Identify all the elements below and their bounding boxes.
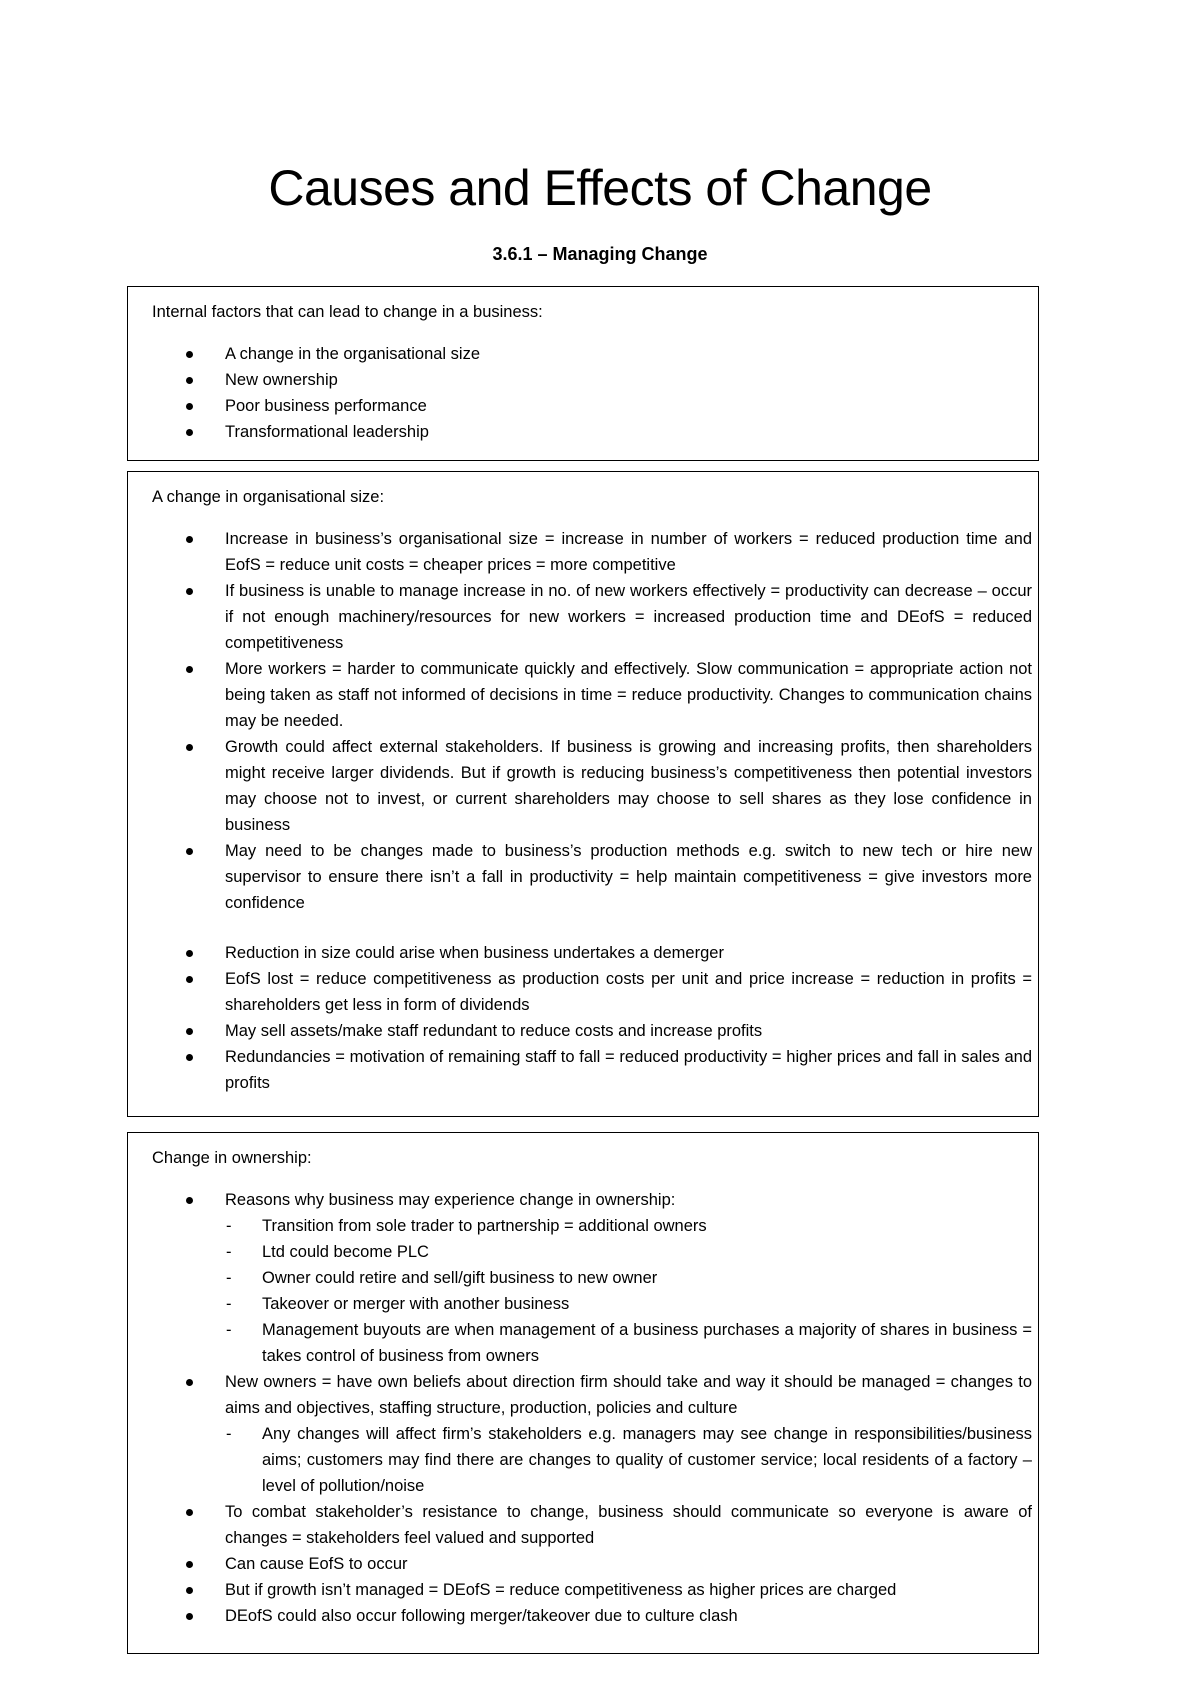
ownership-heading: Change in ownership: (152, 1149, 312, 1167)
bullet-icon (186, 666, 193, 673)
internal-factors-list (152, 341, 1032, 445)
bullet-icon (186, 377, 193, 384)
list-item: Poor business performance (152, 393, 1032, 419)
dash-icon: - (226, 1243, 232, 1261)
bullet-icon (186, 976, 193, 983)
bullet-icon (186, 351, 193, 358)
bullet-icon (186, 1509, 193, 1516)
list-item: New owners = have own beliefs about direction firm should take and way it should be managed = changes to aims and objectives, staffing structure, production, policies and culture - Any changes will affect firm’s stakeholders e.g. managers may see change in responsibilities/business aims; customers may find there are changes to quality of customer service; local residents of a factory – level of pollution/noise (152, 1369, 1032, 1499)
list-item: EofS lost = reduce competitiveness as production costs per unit and price increase = reduction in profits = shareholders get less in form of dividends (152, 966, 1032, 1018)
bullet-icon (186, 744, 193, 751)
org-size-box (127, 471, 1039, 1117)
page-subtitle: 3.6.1 – Managing Change (492, 244, 708, 264)
list-item: To combat stakeholder’s resistance to change, business should communicate so everyone is aware of changes = stakeholders feel valued and supported (152, 1499, 1032, 1551)
dash-icon: - (226, 1269, 232, 1287)
list-item: May sell assets/make staff redundant to reduce costs and increase profits (152, 1018, 1032, 1044)
bullet-icon (186, 1379, 193, 1386)
sub-list (225, 1421, 1032, 1499)
sub-list-item: - Transition from sole trader to partnership = additional owners (225, 1213, 1032, 1239)
bullet-icon (186, 1197, 193, 1204)
list-item: If business is unable to manage increase in no. of new workers effectively = productivity can decrease – occur if not enough machinery/resources for new workers = increased production time and DEofS = reduced competitiveness (152, 578, 1032, 656)
bullet-icon (186, 588, 193, 595)
list-item: More workers = harder to communicate quickly and effectively. Slow communication = appropriate action not being taken as staff not informed of decisions in time = reduce productivity. Changes to communication chains may be needed. (152, 656, 1032, 734)
dash-icon: - (226, 1217, 232, 1235)
list-item: Can cause EofS to occur (152, 1551, 1032, 1577)
bullet-icon (186, 1613, 193, 1620)
list-item: Reasons why business may experience change in ownership: - Transition from sole trader to partnership = additional owners - Ltd could become PLC - Owner could retire and sell/gift business to new owner - Takeover or merger with another business - Management buyouts are when management of a business purchases a majority of shares in business = takes control of business from owners (152, 1187, 1032, 1369)
dash-icon: - (226, 1425, 232, 1443)
bullet-icon (186, 848, 193, 855)
bullet-icon (186, 950, 193, 957)
sub-list-item: - Ltd could become PLC (225, 1239, 1032, 1265)
internal-factors-heading: Internal factors that can lead to change in a business: (152, 303, 543, 321)
sub-list-item: - Takeover or merger with another business (225, 1291, 1032, 1317)
dash-icon: - (226, 1321, 232, 1339)
bullet-icon (186, 1561, 193, 1568)
list-item: New ownership (152, 367, 1032, 393)
list-item: Redundancies = motivation of remaining staff to fall = reduced productivity = higher prices and fall in sales and profits (152, 1044, 1032, 1096)
bullet-icon (186, 1054, 193, 1061)
dash-icon: - (226, 1295, 232, 1313)
bullet-icon (186, 1028, 193, 1035)
page-title: Causes and Effects of Change (268, 160, 932, 216)
list-item: Increase in business’s organisational size = increase in number of workers = reduced production time and EofS = reduce unit costs = cheaper prices = more competitive (152, 526, 1032, 578)
org-size-list (152, 526, 1032, 1096)
bullet-icon (186, 536, 193, 543)
sub-list (225, 1213, 1032, 1369)
list-item: But if growth isn’t managed = DEofS = reduce competitiveness as higher prices are charged (152, 1577, 1032, 1603)
list-item: A change in the organisational size (152, 341, 1032, 367)
list-item: DEofS could also occur following merger/takeover due to culture clash (152, 1603, 1032, 1629)
sub-list-item: - Management buyouts are when management of a business purchases a majority of shares in business = takes control of business from owners (225, 1317, 1032, 1369)
org-size-heading: A change in organisational size: (152, 488, 385, 506)
bullet-icon (186, 429, 193, 436)
ownership-list (152, 1187, 1032, 1629)
list-item: May need to be changes made to business’s production methods e.g. switch to new tech or hire new supervisor to ensure there isn’t a fall in productivity = help maintain competitiveness = give investors more confidence (152, 838, 1032, 916)
sub-list-item: - Owner could retire and sell/gift business to new owner (225, 1265, 1032, 1291)
sub-list-item: - Any changes will affect firm’s stakeholders e.g. managers may see change in responsibilities/business aims; customers may find there are changes to quality of customer service; local residents of a factory – level of pollution/noise (225, 1421, 1032, 1499)
list-item: Growth could affect external stakeholders. If business is growing and increasing profits, then shareholders might receive larger dividends. But if growth is reducing business’s competitiveness then potential investors may choose not to invest, or current shareholders may choose to sell shares as they lose confidence in business (152, 734, 1032, 838)
internal-factors-box (127, 286, 1039, 461)
bullet-icon (186, 403, 193, 410)
bullet-icon (186, 1587, 193, 1594)
list-item: Transformational leadership (152, 419, 1032, 445)
ownership-box (127, 1132, 1039, 1654)
list-item: Reduction in size could arise when business undertakes a demerger (152, 940, 1032, 966)
